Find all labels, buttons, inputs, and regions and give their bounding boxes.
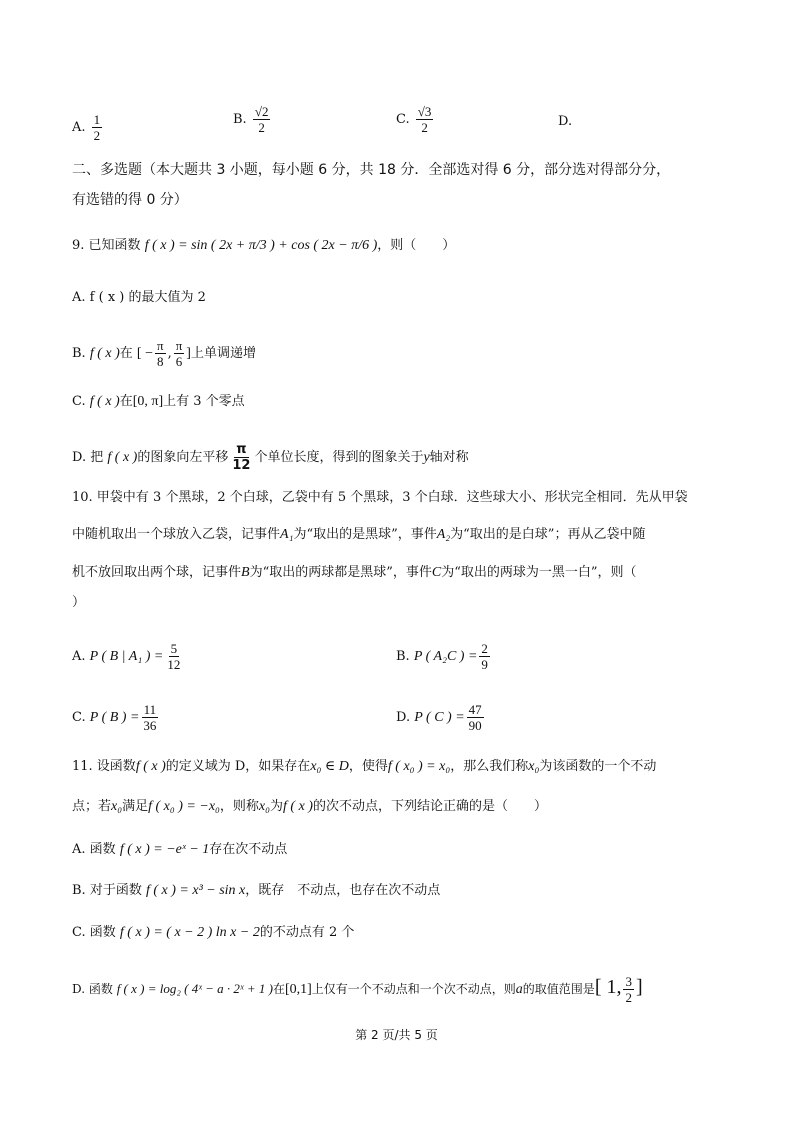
interval-open: [ − (136, 346, 153, 361)
text: 中随机取出一个球放入乙袋，记事件 (72, 527, 281, 542)
math: x₀ ∈ D (310, 759, 349, 774)
text: 11. 设函数 (72, 759, 136, 774)
text: 机不放回取出两个球，记事件 (72, 565, 242, 580)
text: 上有 3 个零点 (163, 394, 245, 409)
q9-option-b: B. f ( x )在 [ − $\frac{\pi}{8}$ , $\frac{\pi}{6}$ ]上单调递增 (72, 338, 256, 369)
fx: f ( x ) (107, 450, 138, 465)
q10-option-c (72, 702, 160, 733)
option-label: D. (72, 982, 86, 996)
prev-option-d (558, 112, 572, 132)
q10-line3 (72, 563, 753, 583)
q9-option-d (72, 442, 753, 473)
frac-den: 8 (157, 354, 164, 369)
fx: f ( x ) (89, 394, 120, 409)
fx: f ( x ) (89, 346, 120, 361)
page-footer: 第 2 页/共 5 页 (355, 1028, 438, 1042)
prev-option-b (233, 104, 272, 135)
q11-option-d (72, 974, 753, 1005)
prob-expr: P ( B | A₁ ) = (89, 649, 164, 664)
frac-num: 2 (481, 641, 488, 656)
fraction (92, 112, 103, 143)
fx: f ( x ) (283, 799, 313, 814)
interval: [0, π] (132, 394, 164, 409)
frac-den: 12 (232, 458, 251, 473)
text: 的不动点有 2 个 (259, 925, 355, 940)
text: 为“取出的两球为一黑一白”，则（ (441, 565, 637, 580)
interval: [0,1] (284, 982, 312, 997)
text: 的定义域为 D，如果存在 (165, 759, 311, 774)
text: 点；若 (72, 799, 112, 814)
fx: f ( x ) (135, 759, 166, 774)
axis-var: y (423, 450, 430, 465)
text: 在 (119, 394, 133, 409)
fraction (416, 104, 434, 135)
q9-suffix: ，则（ ） (377, 238, 456, 253)
prob-expr: P ( B ) = (89, 710, 140, 725)
frac-den: 90 (468, 718, 482, 733)
text: 为该函数的一个不动 (539, 759, 657, 774)
frac-den: 6 (175, 354, 183, 369)
math: x₀ (258, 799, 271, 814)
option-label: A. (72, 290, 86, 305)
text: ，既存 不动点，也存在次不动点 (245, 883, 441, 898)
option-label: D. (396, 710, 411, 725)
fraction (165, 641, 182, 672)
text: 在 (272, 982, 285, 996)
q9-formula: f ( x ) = sin ( 2x + π/3 ) + cos ( 2x − π/6 ) (144, 238, 378, 253)
frac-den: 2 (421, 120, 428, 135)
fraction (174, 338, 185, 369)
q11-option-c (72, 923, 753, 943)
q10-option-d (396, 702, 486, 733)
q9-option-c (72, 392, 753, 412)
range-close: ] (635, 976, 643, 998)
frac-num: π (156, 338, 164, 353)
event-var: C (431, 565, 442, 580)
fraction (155, 338, 166, 369)
text: 轴对称 (429, 450, 469, 465)
option-label: B. (396, 649, 410, 664)
q11-option-a (72, 840, 753, 860)
frac-num: 11 (143, 702, 157, 717)
q9-option-a (72, 288, 753, 308)
q10-line1: 10. 甲袋中有 3 个黑球，2 个白球，乙袋中有 5 个黑球，3 个白球．这些球大小、形状完全相同．先从甲袋 (72, 490, 688, 505)
frac-num: π (175, 338, 183, 353)
option-label: D. (72, 450, 87, 465)
fraction (253, 104, 271, 135)
text: 对于函数 (89, 883, 142, 898)
prev-option-c (396, 104, 435, 135)
q9-stem (72, 236, 753, 256)
text: 上单调递增 (190, 346, 256, 361)
text: ，那么我们称 (450, 759, 529, 774)
section-heading-line1: 二、多选题（本大题共 3 小题，每小题 6 分，共 18 分．全部选对得 6 分，部分选对得部分分， (72, 162, 671, 178)
text: 存在次不动点 (209, 842, 288, 857)
frac-den: 2 (258, 120, 265, 135)
frac-den: 36 (143, 718, 157, 733)
q11-line1 (72, 757, 753, 777)
text: 函数 (89, 925, 116, 940)
text: 上仅有一个不动点和一个次不动点，则 (311, 982, 516, 996)
formula: f ( x ) = −eˣ − 1 (119, 842, 210, 857)
fraction (467, 702, 484, 733)
text: 个单位长度，得到的图象关于 (254, 450, 424, 465)
option-label: B. (72, 883, 86, 898)
range-open: [ 1, (594, 976, 622, 998)
text: 在 (119, 346, 133, 361)
q9-prefix: 9. 已知函数 (72, 238, 141, 253)
prob-expr: P ( A₂C ) = (413, 649, 478, 664)
fraction (479, 641, 490, 672)
option-label: C. (72, 925, 86, 940)
option-text: f ( x ) 的最大值为 2 (89, 290, 206, 305)
math: x₀ (528, 759, 540, 774)
math: f ( x₀ ) = x₀ (387, 759, 451, 774)
q11-line2 (72, 797, 753, 817)
option-label: A. (72, 842, 86, 857)
formula: f ( x ) = x³ − sin x (145, 883, 246, 898)
text: 函数 (89, 842, 116, 857)
text: 为 (270, 799, 284, 814)
event-var: A₁ (280, 527, 294, 542)
text: 的取值范围是 (522, 982, 595, 996)
text: 把 (90, 450, 104, 465)
math: f ( x₀ ) = −x₀ (148, 799, 220, 814)
section-heading-line2: 有选错的得 0 分） (72, 192, 188, 208)
q10-line2 (72, 525, 753, 545)
option-label: C. (72, 710, 86, 725)
frac-num: 3 (625, 974, 632, 989)
option-label: B. (72, 346, 86, 361)
frac-num: 5 (170, 641, 178, 656)
event-var: A₂ (436, 527, 451, 542)
frac-den: 9 (481, 657, 488, 672)
fraction (141, 702, 158, 733)
option-label: D. (558, 114, 573, 129)
frac-num: 47 (468, 702, 482, 717)
frac-den: 2 (93, 128, 101, 143)
prob-expr: P ( C ) = (414, 710, 465, 725)
frac-num: π (236, 442, 247, 457)
text: 函数 (88, 982, 113, 996)
q11-option-b (72, 881, 753, 901)
text: ，则称 (219, 799, 259, 814)
event-var: B (241, 565, 250, 580)
text: 的次不动点，下列结论正确的是（ ） (312, 799, 547, 814)
option-label: B. (233, 112, 247, 127)
q10-option-a (72, 641, 184, 672)
math: a (515, 982, 523, 997)
text: ，使得 (348, 759, 388, 774)
option-label: A. (72, 120, 86, 135)
frac-den: 2 (625, 990, 632, 1005)
fraction (623, 974, 634, 1005)
q10-line4: ） (72, 595, 86, 610)
option-label: C. (72, 394, 86, 409)
text: 为“取出的是白球”；再从乙袋中随 (450, 527, 646, 542)
interval-close: ] (186, 346, 191, 361)
frac-num: √2 (254, 104, 269, 119)
frac-num: √3 (417, 104, 432, 119)
frac-den: 12 (167, 657, 181, 672)
frac-num: 1 (93, 112, 101, 127)
q10-option-b (396, 641, 492, 672)
math: x₀ (111, 799, 123, 814)
text: 为“取出的是黑球”，事件 (293, 527, 437, 542)
prev-option-a (72, 112, 104, 143)
option-label: C. (396, 112, 410, 127)
text: 满足 (122, 799, 149, 814)
formula: f ( x ) = ( x − 2 ) ln x − 2 (119, 925, 260, 940)
text: 的图象向左平移 (137, 450, 229, 465)
option-label: A. (72, 649, 86, 664)
formula: f ( x ) = log₂ ( 4ˣ − a · 2ˣ + 1 ) (116, 981, 273, 996)
fraction (230, 442, 252, 473)
text: 为“取出的两球都是黑球”，事件 (249, 565, 432, 580)
